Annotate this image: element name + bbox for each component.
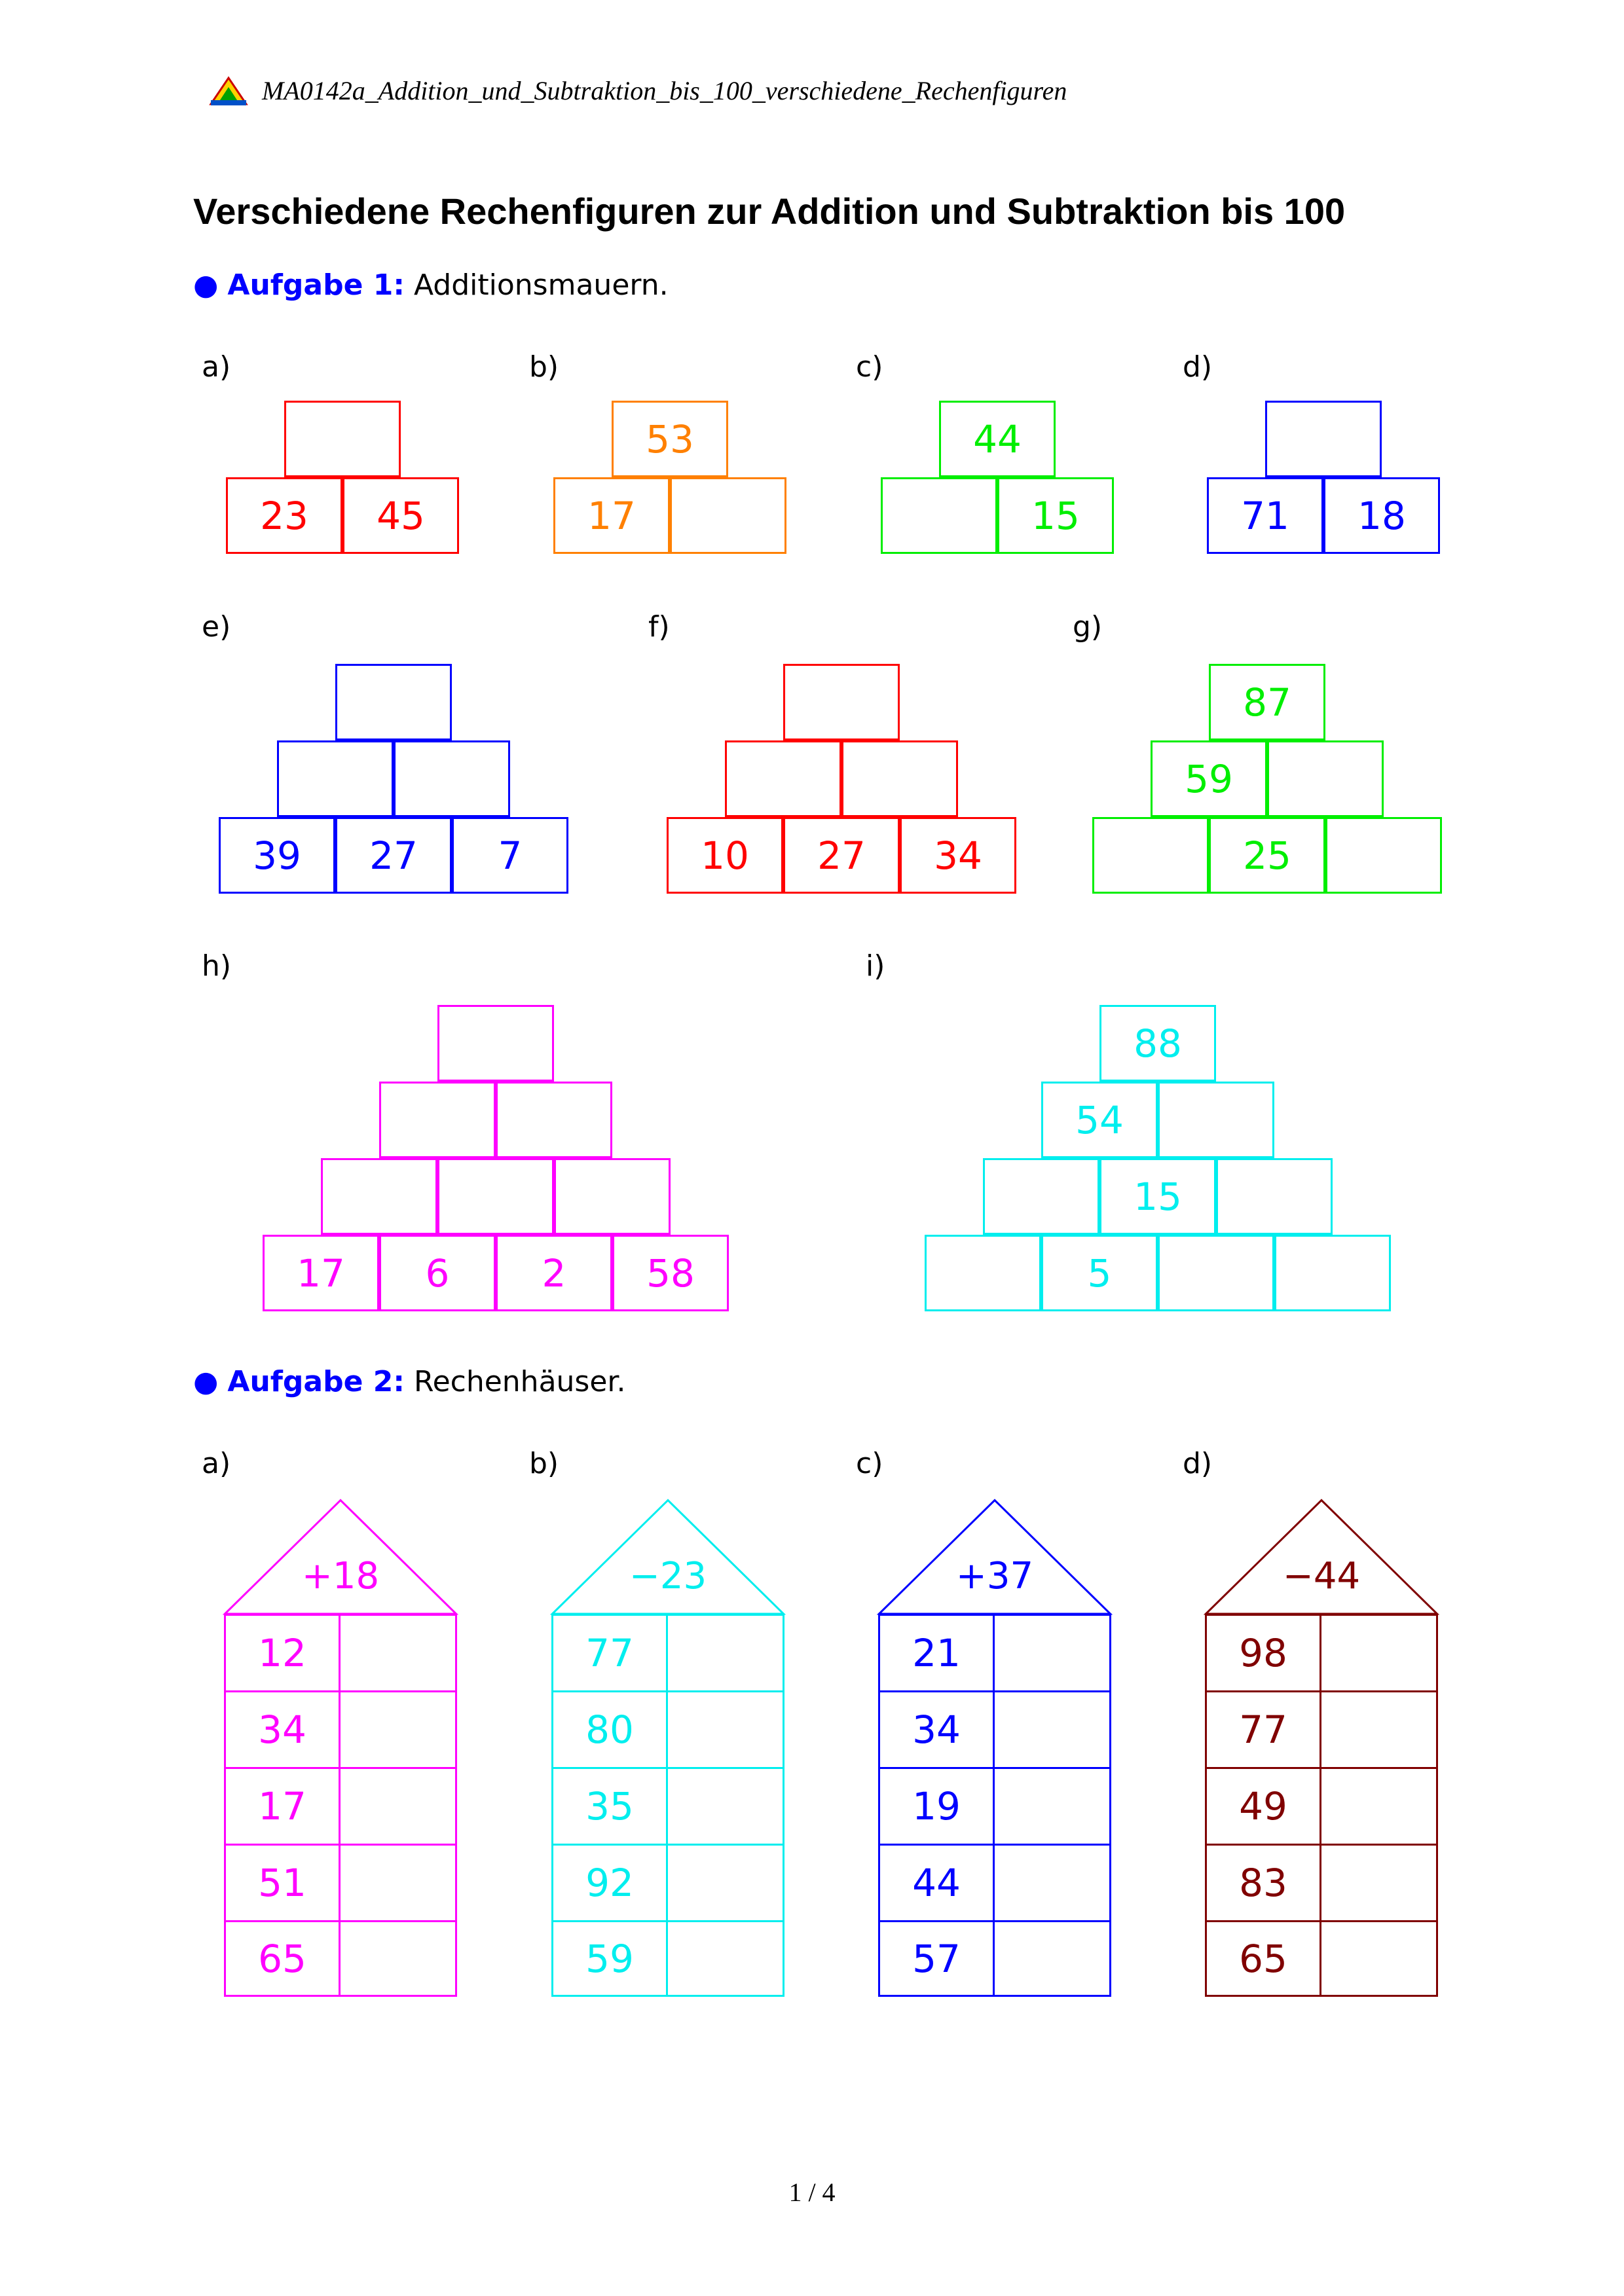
house-answer-cell[interactable] [1320,1920,1438,1997]
house-answer-cell[interactable] [339,1920,457,1997]
wall-cell[interactable] [1265,401,1382,477]
wall-letter-8: i) [866,949,885,983]
wall-letter-3: d) [1183,350,1213,384]
wall-cell[interactable] [321,1158,437,1235]
house-input-cell: 92 [551,1844,668,1922]
house-input-cell: 98 [1205,1614,1321,1692]
wall-cell: 18 [1323,477,1440,554]
wall-cell[interactable] [783,664,900,740]
house-letter-0: a) [202,1447,231,1480]
house-operation: +18 [301,1555,380,1597]
house-answer-cell[interactable] [666,1690,784,1769]
house-input-cell: 65 [224,1920,341,1997]
house-input-cell: 34 [224,1690,341,1769]
house-answer-cell[interactable] [993,1844,1111,1922]
wall-cell: 10 [667,817,783,894]
house-input-cell: 21 [878,1614,995,1692]
wall-cell[interactable] [1158,1235,1274,1311]
page-title: Verschiedene Rechenfiguren zur Addition und Subtraktion bis 100 [193,191,1346,232]
wall-cell: 88 [1099,1005,1216,1082]
house-input-cell: 77 [551,1614,668,1692]
house-input-cell: 34 [878,1690,995,1769]
wall-cell[interactable] [983,1158,1099,1235]
house-operation: −44 [1282,1555,1361,1597]
wall-letter-6: g) [1073,610,1103,644]
wall-cell[interactable] [670,477,786,554]
house-input-cell: 19 [878,1767,995,1846]
task1-text: Additionsmauern. [413,268,669,302]
house-answer-cell[interactable] [993,1920,1111,1997]
house-input-cell: 65 [1205,1920,1321,1997]
house-answer-cell[interactable] [1320,1690,1438,1769]
house-answer-cell[interactable] [1320,1844,1438,1922]
wall-cell: 44 [939,401,1056,477]
wall-cell[interactable] [277,740,394,817]
wall-cell: 71 [1207,477,1323,554]
wall-cell: 39 [219,817,335,894]
wall-cell: 25 [1209,817,1325,894]
wall-cell: 15 [997,477,1114,554]
house-answer-cell[interactable] [666,1844,784,1922]
wall-cell: 17 [263,1235,379,1311]
wall-cell: 59 [1151,740,1267,817]
wall-cell[interactable] [925,1235,1041,1311]
wall-cell: 58 [612,1235,729,1311]
wall-cell: 17 [553,477,670,554]
house-letter-2: c) [856,1447,883,1480]
wall-letter-1: b) [529,350,559,384]
house-operation: −23 [629,1555,707,1597]
wall-cell: 87 [1209,664,1325,740]
house-input-cell: 17 [224,1767,341,1846]
wall-cell: 34 [900,817,1016,894]
wall-cell: 15 [1099,1158,1216,1235]
wall-letter-2: c) [856,350,883,384]
house-answer-cell[interactable] [993,1614,1111,1692]
house-input-cell: 59 [551,1920,668,1997]
house-answer-cell[interactable] [339,1844,457,1922]
wall-cell[interactable] [284,401,401,477]
wall-cell[interactable] [394,740,510,817]
house-letter-1: b) [529,1447,559,1480]
wall-letter-0: a) [202,350,231,384]
wall-cell: 27 [335,817,452,894]
page-number: 1 / 4 [788,2178,836,2207]
wall-cell[interactable] [496,1082,612,1158]
house-letter-3: d) [1183,1447,1213,1480]
wall-cell[interactable] [554,1158,671,1235]
wall-cell: 45 [342,477,459,554]
house-input-cell: 83 [1205,1844,1321,1922]
wall-cell[interactable] [1216,1158,1333,1235]
house-input-cell: 49 [1205,1767,1321,1846]
task2-label: Aufgabe 2: [227,1365,405,1398]
wall-cell: 5 [1041,1235,1158,1311]
wall-cell[interactable] [437,1005,554,1082]
house-answer-cell[interactable] [1320,1614,1438,1692]
house-input-cell: 51 [224,1844,341,1922]
house-answer-cell[interactable] [1320,1767,1438,1846]
wall-cell[interactable] [1325,817,1442,894]
house-operation: +37 [955,1555,1034,1597]
wall-cell[interactable] [379,1082,496,1158]
wall-cell: 27 [783,817,900,894]
house-input-cell: 80 [551,1690,668,1769]
header-filename: MA0142a_Addition_und_Subtraktion_bis_100_verschiedene_Rechenfiguren [262,76,1067,105]
wall-cell[interactable] [881,477,997,554]
house-answer-cell[interactable] [339,1690,457,1769]
house-input-cell: 35 [551,1767,668,1846]
wall-cell[interactable] [841,740,958,817]
task2-bullet: ● [193,1365,219,1398]
house-answer-cell[interactable] [666,1920,784,1997]
wall-cell[interactable] [1158,1082,1274,1158]
task1-heading [193,268,669,302]
house-answer-cell[interactable] [993,1690,1111,1769]
wall-letter-5: f) [648,610,670,644]
house-answer-cell[interactable] [666,1767,784,1846]
wall-cell[interactable] [1267,740,1384,817]
house-input-cell: 57 [878,1920,995,1997]
wall-cell[interactable] [437,1158,554,1235]
wall-cell: 7 [452,817,568,894]
logo-icon [208,75,249,107]
house-answer-cell[interactable] [339,1767,457,1846]
task2-heading [193,1365,625,1398]
wall-cell: 2 [496,1235,612,1311]
wall-cell[interactable] [1092,817,1209,894]
house-answer-cell[interactable] [666,1614,784,1692]
wall-cell[interactable] [1274,1235,1391,1311]
wall-cell: 23 [226,477,342,554]
house-answer-cell[interactable] [993,1767,1111,1846]
wall-cell: 53 [612,401,728,477]
house-input-cell: 77 [1205,1690,1321,1769]
wall-cell: 54 [1041,1082,1158,1158]
wall-letter-7: h) [202,949,232,983]
house-answer-cell[interactable] [339,1614,457,1692]
wall-cell[interactable] [335,664,452,740]
house-input-cell: 12 [224,1614,341,1692]
task1-bullet: ● [193,268,219,302]
wall-cell[interactable] [725,740,841,817]
task2-text: Rechenhäuser. [413,1365,626,1398]
house-input-cell: 44 [878,1844,995,1922]
wall-letter-4: e) [202,610,231,644]
task1-label: Aufgabe 1: [227,268,405,302]
wall-cell: 6 [379,1235,496,1311]
